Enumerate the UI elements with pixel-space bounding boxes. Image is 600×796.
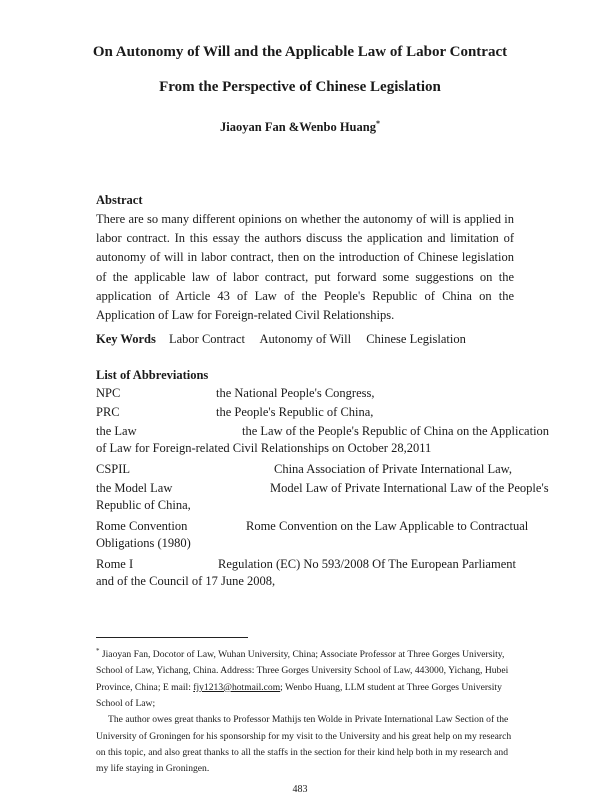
footnote-text: ; Wenbo Huang, LLM student at Three Gorges University School of Law; (96, 681, 502, 710)
title-line-2: From the Perspective of Chinese Legislation (159, 79, 441, 95)
abbreviation-term: PRC (96, 405, 120, 419)
keywords-label: Key Words (96, 332, 156, 346)
email-link[interactable]: fjy1213@hotmail.com (193, 681, 281, 693)
page-number: 483 (292, 784, 308, 795)
abbreviation-term: Rome Convention (96, 519, 188, 533)
author-names: Jiaoyan Fan &Wenbo Huang (220, 120, 376, 135)
abbreviation-term: the Law (96, 424, 137, 438)
footnote-separator (96, 637, 248, 638)
abbreviation-definition: Rome Convention on the Law Applicable to Contractual (246, 519, 529, 533)
footnote-text: Jiaoyan Fan, Docotor of Law, Wuhan University, China; Associate Professor at Three Gorges University, School of Law, Yichang, China. Address: Three Gorges University School of Law, 443000, Yichang, Hubei Province, China; E mail: (96, 649, 509, 693)
footnote-author-info (96, 643, 514, 712)
abbreviation-term: the Model Law (96, 481, 173, 495)
abstract-text: There are so many different opinions on whether the autonomy of will is applied in labor contract. In this essay the authors discuss the application and limitation of autonomy of will in labor contract, then on the introduction of Chinese legislation of the applicable law of labor contract, put forward some suggestions on the application of Article 43 of Law of the People's Republic of China on the Application of Law for Foreign-related Civil Relationships. (96, 212, 514, 323)
abbreviation-term: CSPIL (96, 462, 131, 476)
abbreviation-definition: the Law of the People's Republic of China on the Application (242, 424, 550, 438)
abbreviation-term: Rome I (96, 557, 134, 571)
abbreviation-definition-continued: Republic of China, (96, 498, 191, 512)
abbreviation-definition: Regulation (EC) No 593/2008 Of The European Parliament (218, 557, 516, 571)
title-line-1: On Autonomy of Will and the Applicable Law of Labor Contract (92, 44, 508, 60)
abbreviation-definition-continued: and of the Council of 17 June 2008, (96, 574, 276, 588)
keyword-item: Chinese Legislation (366, 332, 466, 346)
abstract-heading: Abstract (96, 193, 143, 207)
abbreviation-definition-continued: Obligations (1980) (96, 536, 191, 550)
keyword-item: Labor Contract (168, 332, 245, 346)
keywords (96, 332, 478, 347)
abbreviations-heading: List of Abbreviations (96, 368, 209, 382)
abbreviation-definition-continued: of Law for Foreign-related Civil Relationships on October 28,2011 (96, 441, 432, 455)
keyword-item: Autonomy of Will (259, 332, 352, 346)
abbreviation-definition: the National People's Congress, (216, 386, 375, 400)
abbreviation-term: NPC (96, 386, 121, 400)
footnote-acknowledgement: The author owes great thanks to Professor Mathijs ten Wolde in Private International Law Section of the University of Groningen for his sponsorship for my visit to the University and his great help on my research on this topic, and also great thanks to all the staffs in the section for their kind help both in my research and my life staying in Groningen. (96, 714, 512, 775)
abbreviation-definition: China Association of Private International Law, (274, 462, 513, 476)
author-footnote-mark: * (375, 119, 380, 128)
footnote (96, 643, 514, 778)
abbreviation-definition: Model Law of Private International Law of the People's (270, 481, 549, 495)
abbreviation-definition: the People's Republic of China, (216, 405, 374, 419)
authors (0, 119, 600, 135)
footnote-mark: * (96, 647, 100, 655)
